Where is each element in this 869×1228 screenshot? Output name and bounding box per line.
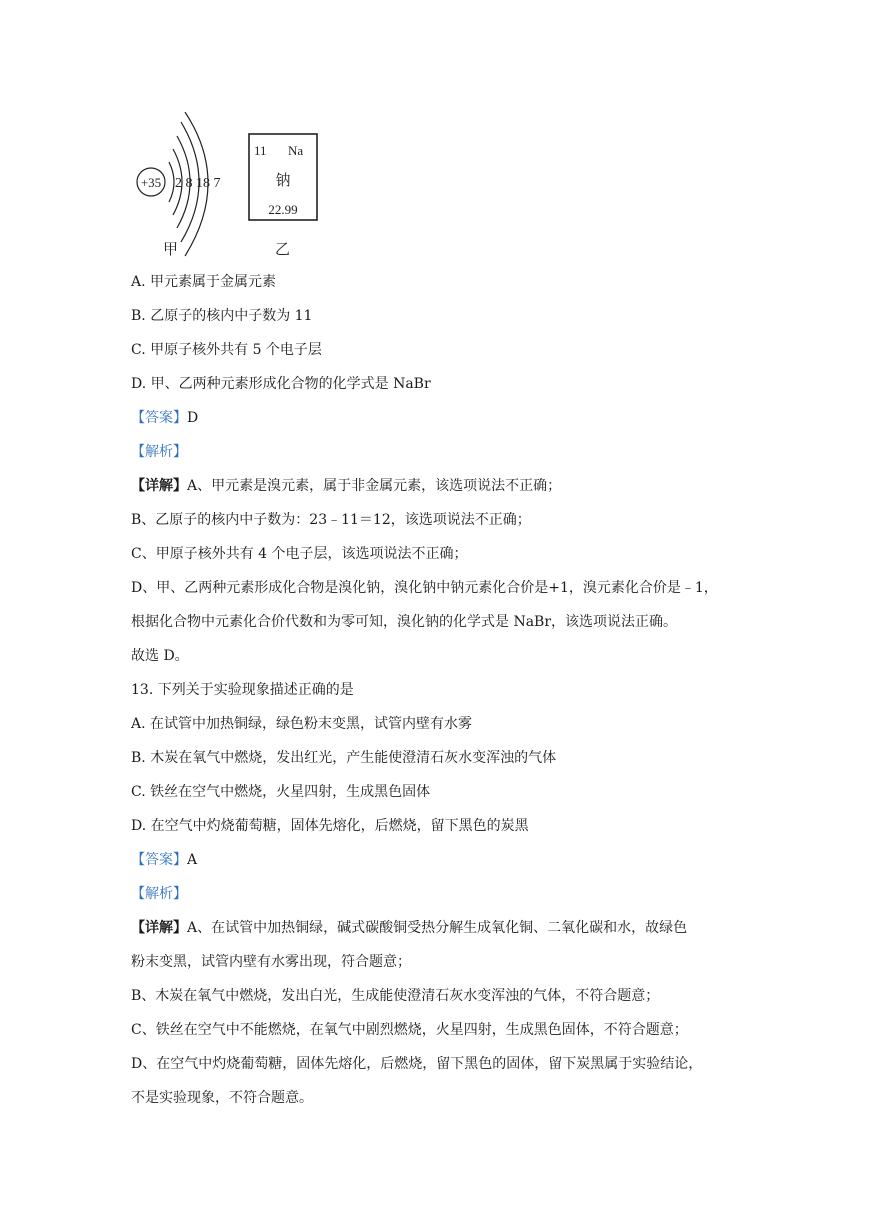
figure-label-yi: 乙 [275, 240, 291, 258]
q13-stem: 13. 下列关于实验现象描述正确的是 [131, 682, 354, 698]
q12-detail-line-5: 根据化合物中元素化合价代数和为零可知，溴化钠的化学式是 NaBr，该选项说法正确。 [131, 614, 678, 630]
q12-analysis-heading [131, 442, 187, 462]
figure-label-jia: 甲 [163, 240, 179, 258]
q12-option-b: B. 乙原子的核内中子数为 11 [131, 308, 313, 324]
electron-shells: 2 8 18 7 [175, 176, 221, 191]
detail-text: A、在试管中加热铜绿，碱式碳酸铜受热分解生成氧化铜、二氧化碳和水，故绿色 [187, 920, 688, 936]
q13-option-b: B. 木炭在氧气中燃烧，发出红光，产生能使澄清石灰水变浑浊的气体 [131, 750, 557, 766]
q12-option-d: D. 甲、乙两种元素形成化合物的化学式是 NaBr [131, 376, 431, 392]
q13-analysis-heading [131, 884, 187, 904]
answer-tag: 【答案】 [131, 852, 187, 868]
detail-tag: 【详解】 [131, 478, 187, 494]
atomic-mass: 22.99 [268, 202, 298, 217]
q12-answer [131, 408, 198, 428]
analysis-tag: 【解析】 [131, 444, 187, 460]
q13-answer [131, 850, 197, 870]
q13-detail-line-3: B、木炭在氧气中燃烧，发出白光，生成能使澄清石灰水变浑浊的气体，不符合题意； [131, 988, 660, 1004]
detail-tag: 【详解】 [131, 920, 187, 936]
q12-detail-line-4: D、甲、乙两种元素形成化合物是溴化钠，溴化钠中钠元素化合价是+1，溴元素化合价是﹣1， [131, 580, 718, 596]
answer-value: D [187, 410, 199, 426]
q13-detail-line-6: 不是实验现象，不符合题意。 [131, 1090, 313, 1106]
answer-tag: 【答案】 [131, 410, 187, 426]
analysis-tag: 【解析】 [131, 886, 187, 902]
q13-option-d: D. 在空气中灼烧葡萄糖，固体先熔化，后燃烧，留下黑色的炭黑 [131, 818, 529, 834]
q12-detail-line-2: B、乙原子的核内中子数为：23﹣11＝12，该选项说法不正确； [131, 512, 531, 528]
q13-option-a: A. 在试管中加热铜绿，绿色粉末变黑，试管内壁有水雾 [131, 716, 473, 732]
element-name: 钠 [275, 171, 291, 189]
atomic-number: 11 [254, 143, 267, 158]
atom-and-element-figure [133, 112, 323, 262]
nucleus-charge: +35 [140, 175, 162, 190]
q13-detail-line-4: C、铁丝在空气中不能燃烧，在氧气中剧烈燃烧，火星四射，生成黑色固体，不符合题意； [131, 1022, 688, 1038]
answer-value: A [187, 852, 198, 868]
q12-detail-line-3: C、甲原子核外共有 4 个电子层，该选项说法不正确； [131, 546, 468, 562]
q13-option-c: C. 铁丝在空气中燃烧，火星四射，生成黑色固体 [131, 784, 431, 800]
q13-detail-line-5: D、在空气中灼烧葡萄糖，固体先熔化，后燃烧，留下黑色的固体，留下炭黑属于实验结论， [131, 1056, 703, 1072]
bromine-atom-diagram [137, 112, 221, 258]
q12-detail-line-1 [131, 476, 561, 496]
sodium-element-cell [249, 134, 317, 258]
q13-detail-line-2: 粉末变黑，试管内壁有水雾出现，符合题意； [131, 954, 411, 970]
q12-option-c: C. 甲原子核外共有 5 个电子层 [131, 342, 322, 358]
q12-conclusion: 故选 D。 [131, 648, 189, 664]
detail-text: A、甲元素是溴元素，属于非金属元素，该选项说法不正确； [187, 478, 562, 494]
q12-option-a: A. 甲元素属于金属元素 [131, 274, 277, 290]
q13-detail-line-1 [131, 918, 687, 938]
element-symbol: Na [288, 143, 304, 158]
